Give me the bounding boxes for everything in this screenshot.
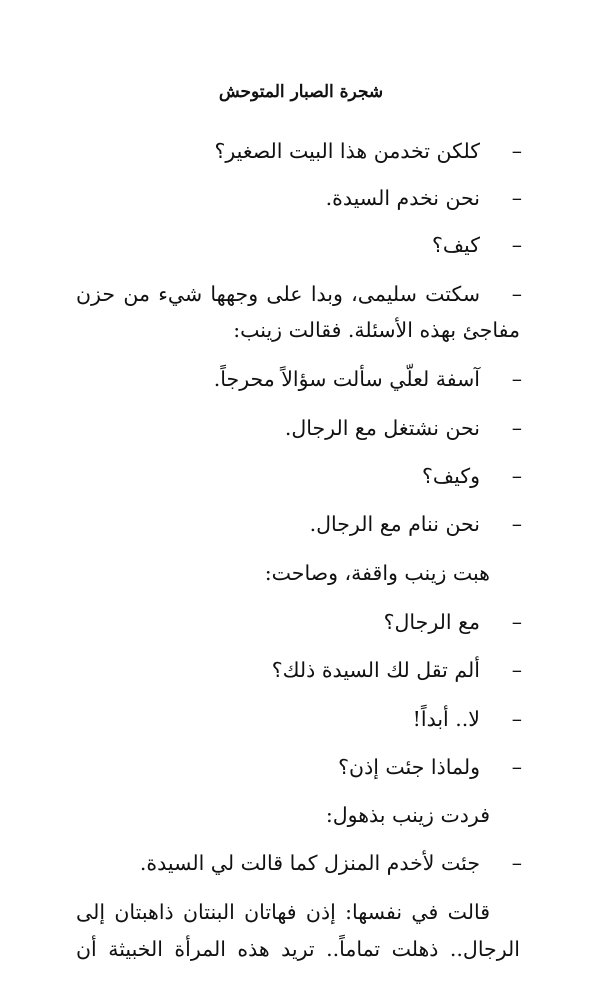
dialogue-dash: – (511, 707, 522, 731)
line-text: مفاجئ بهذه الأسئلة. فقالت زينب: (233, 318, 520, 342)
running-header: شجرة الصبار المتوحش (218, 82, 384, 102)
dialogue-line (76, 462, 522, 490)
dialogue-line (76, 849, 522, 877)
dialogue-dash: – (511, 186, 522, 210)
line-text: آسفة لعلّي سألت سؤالاً محرجاً. (213, 367, 480, 391)
dialogue-dash: – (511, 416, 522, 440)
dialogue-line (76, 365, 522, 393)
dialogue-line (76, 280, 522, 308)
dialogue-dash: – (511, 610, 522, 634)
line-text: ولماذا جئت إذن؟ (338, 755, 480, 779)
dialogue-dash: – (511, 512, 522, 536)
dialogue-dash: – (511, 139, 522, 163)
dialogue-line (76, 705, 522, 733)
dialogue-dash: – (511, 851, 522, 875)
line-text: نحن نشتغل مع الرجال. (284, 416, 480, 440)
dialogue-line (76, 137, 522, 165)
dialogue-line (76, 656, 522, 684)
line-text: ألم تقل لك السيدة ذلك؟ (271, 658, 480, 682)
dialogue-dash: – (511, 755, 522, 779)
narrative-line (76, 559, 522, 587)
line-text: كيف؟ (431, 233, 480, 257)
line-text: نحن نخدم السيدة. (325, 186, 480, 210)
line-text: سكتت سليمى، وبدا على وجهها شيء من حزن (76, 282, 480, 306)
dialogue-dash: – (511, 233, 522, 257)
line-text: جئت لأخدم المنزل كما قالت لي السيدة. (139, 851, 480, 875)
line-text: نحن ننام مع الرجال. (309, 512, 480, 536)
dialogue-line (76, 510, 522, 538)
narrative-line (76, 801, 522, 829)
narrative-line (76, 935, 522, 963)
dialogue-line (76, 753, 522, 781)
dialogue-dash: – (511, 464, 522, 488)
dialogue-line (76, 608, 522, 636)
dialogue-line (76, 414, 522, 442)
line-text: مع الرجال؟ (383, 610, 480, 634)
dialogue-line (76, 184, 522, 212)
line-text: وكيف؟ (422, 464, 480, 488)
line-text: الرجال.. ذهلت تماماً.. تريد هذه المرأة الخبيثة أن (76, 937, 520, 961)
narrative-line (76, 898, 522, 926)
line-text: لا.. أبداً! (412, 707, 480, 731)
dialogue-dash: – (511, 367, 522, 391)
line-text: فردت زينب بذهول: (325, 803, 490, 827)
line-text: قالت في نفسها: إذن فهاتان البنتان ذاهبتان إلى (76, 900, 490, 924)
line-text: هبت زينب واقفة، وصاحت: (264, 561, 490, 585)
dialogue-dash: – (511, 282, 522, 306)
dialogue-dash: – (511, 658, 522, 682)
dialogue-line (76, 231, 522, 259)
line-text: كلكن تخدمن هذا البيت الصغير؟ (214, 139, 480, 163)
dialogue-continuation (76, 316, 522, 344)
